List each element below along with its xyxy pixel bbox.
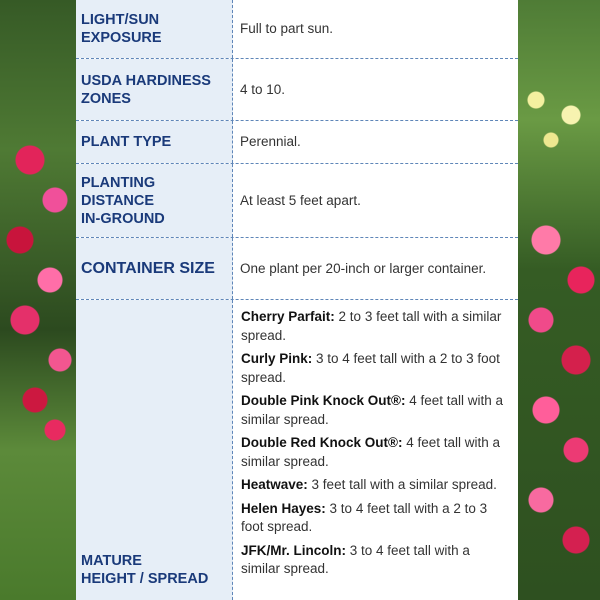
row-value: Perennial. [240,134,301,149]
rose-garden-right-image [516,0,600,600]
row-label: PLANT TYPE [76,121,233,163]
row-label: USDA HARDINESS ZONES [76,59,233,120]
list-item: JFK/Mr. Lincoln: 3 to 4 feet tall with a similar spread. [241,542,470,576]
row-plant-type [76,121,518,164]
row-label: PLANTING DISTANCE IN-GROUND [76,164,233,237]
list-item: Heatwave: 3 feet tall with a similar spread. [241,477,497,492]
row-label: CONTAINER SIZE [76,238,233,299]
row-value: At least 5 feet apart. [240,192,361,208]
row-container-size [76,238,518,300]
row-value: 4 to 10. [240,81,286,97]
row-label: MATURE HEIGHT / SPREAD [76,300,233,600]
row-value: One plant per 20-inch or larger container. [240,260,487,276]
row-hardiness-zones [76,59,518,121]
row-label: LIGHT/SUN EXPOSURE [76,0,233,58]
list-item: Curly Pink: 3 to 4 feet tall with a 2 to 3 foot spread. [241,351,500,385]
row-planting-distance [76,164,518,238]
row-light-sun [76,0,518,59]
rose-garden-left-image [0,0,78,600]
list-item: Double Red Knock Out®: 4 feet tall with a similar spread. [241,435,501,469]
list-item: Helen Hayes: 3 to 4 feet tall with a 2 to 3 foot spread. [241,500,488,534]
list-item: Cherry Parfait: 2 to 3 feet tall with a similar spread. [241,309,502,343]
row-value: Full to part sun. [240,21,334,36]
list-item: Double Pink Knock Out®: 4 feet tall with a similar spread. [241,393,504,427]
variety-list [241,308,510,584]
plant-info-table [76,0,518,600]
row-mature-height-spread [76,300,518,600]
